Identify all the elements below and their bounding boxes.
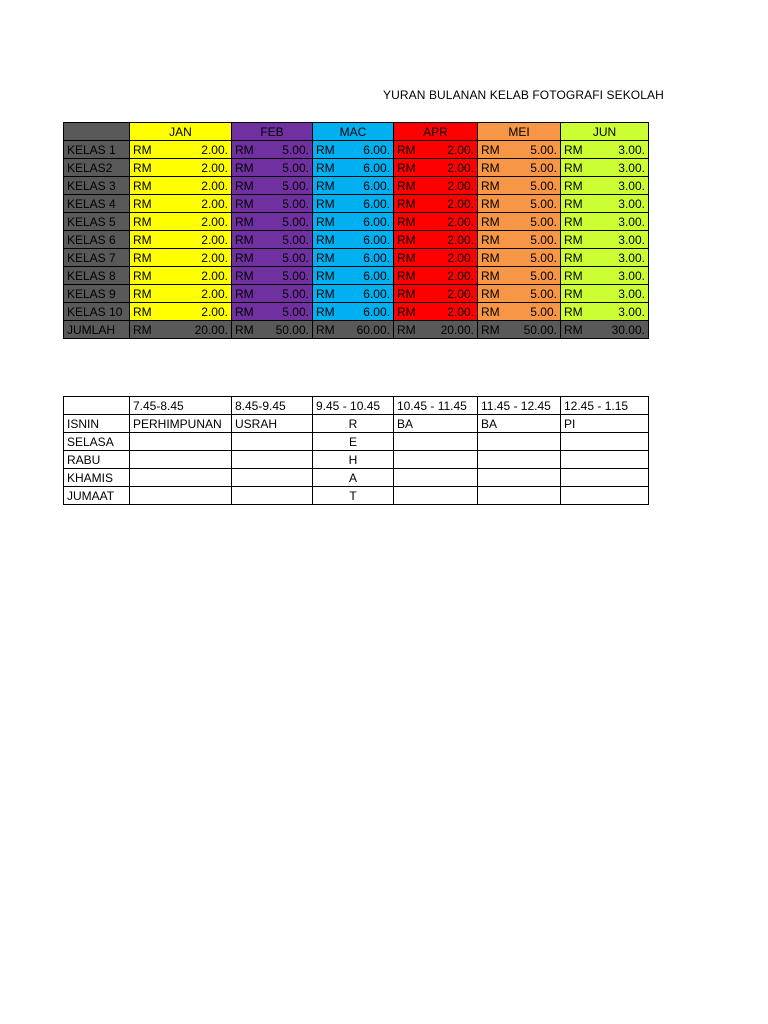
amount-value: 2.00. bbox=[447, 178, 474, 193]
amount-value: 6.00. bbox=[363, 196, 390, 211]
amount-value: 3.00. bbox=[618, 160, 645, 175]
schedule-cell bbox=[561, 451, 649, 469]
fee-cell bbox=[232, 285, 313, 303]
fee-cell bbox=[478, 285, 561, 303]
row-label: KELAS 3 bbox=[64, 177, 130, 195]
currency-label: RM bbox=[397, 214, 416, 229]
fee-cell bbox=[130, 231, 232, 249]
currency-label: RM bbox=[316, 160, 335, 175]
currency-label: RM bbox=[481, 196, 500, 211]
total-row bbox=[64, 321, 649, 339]
schedule-cell bbox=[232, 469, 313, 487]
amount-value: 5.00. bbox=[282, 250, 309, 265]
time-slot-header bbox=[64, 397, 130, 415]
schedule-cell bbox=[232, 451, 313, 469]
currency-label: RM bbox=[564, 214, 583, 229]
time-slot-header: 9.45 - 10.45 bbox=[313, 397, 394, 415]
header-corner-cell bbox=[64, 123, 130, 141]
amount-value: 5.00. bbox=[282, 142, 309, 157]
fee-cell bbox=[313, 285, 394, 303]
fee-cell bbox=[561, 159, 649, 177]
day-label: SELASA bbox=[64, 433, 130, 451]
amount-value: 2.00. bbox=[201, 142, 228, 157]
schedule-cell bbox=[561, 469, 649, 487]
class-row bbox=[64, 267, 649, 285]
class-row bbox=[64, 195, 649, 213]
amount-value: 6.00. bbox=[363, 214, 390, 229]
amount-value: 5.00. bbox=[282, 160, 309, 175]
schedule-cell bbox=[130, 451, 232, 469]
amount-value: 3.00. bbox=[618, 304, 645, 319]
schedule-cell bbox=[394, 469, 478, 487]
currency-label: RM bbox=[133, 178, 152, 193]
fee-cell bbox=[313, 231, 394, 249]
currency-label: RM bbox=[564, 322, 583, 337]
schedule-row bbox=[64, 469, 649, 487]
currency-label: RM bbox=[397, 178, 416, 193]
schedule-cell bbox=[394, 451, 478, 469]
amount-value: 3.00. bbox=[618, 214, 645, 229]
currency-label: RM bbox=[133, 232, 152, 247]
row-label: KELAS 8 bbox=[64, 267, 130, 285]
currency-label: RM bbox=[133, 304, 152, 319]
fee-cell bbox=[561, 267, 649, 285]
fee-cell bbox=[394, 159, 478, 177]
currency-label: RM bbox=[397, 142, 416, 157]
fee-cell bbox=[561, 195, 649, 213]
row-label: KELAS 7 bbox=[64, 249, 130, 267]
amount-value: 3.00. bbox=[618, 250, 645, 265]
fee-cell bbox=[394, 285, 478, 303]
fee-cell bbox=[478, 231, 561, 249]
amount-value: 5.00. bbox=[282, 196, 309, 211]
fee-cell bbox=[478, 213, 561, 231]
amount-value: 5.00. bbox=[530, 268, 557, 283]
fee-cell bbox=[394, 231, 478, 249]
amount-value: 6.00. bbox=[363, 178, 390, 193]
schedule-cell: BA bbox=[394, 415, 478, 433]
amount-value: 20.00. bbox=[440, 322, 474, 337]
amount-value: 2.00. bbox=[447, 250, 474, 265]
currency-label: RM bbox=[235, 304, 254, 319]
amount-value: 3.00. bbox=[618, 142, 645, 157]
schedule-cell: BA bbox=[478, 415, 561, 433]
fee-cell bbox=[232, 249, 313, 267]
amount-value: 5.00. bbox=[282, 304, 309, 319]
amount-value: 3.00. bbox=[618, 286, 645, 301]
currency-label: RM bbox=[133, 196, 152, 211]
fee-cell bbox=[130, 321, 232, 339]
fee-cell bbox=[232, 303, 313, 321]
month-header-jan: JAN bbox=[130, 123, 232, 141]
row-label: KELAS2 bbox=[64, 159, 130, 177]
amount-value: 2.00. bbox=[201, 178, 228, 193]
currency-label: RM bbox=[481, 322, 500, 337]
fee-cell bbox=[130, 249, 232, 267]
currency-label: RM bbox=[564, 286, 583, 301]
schedule-cell: USRAH bbox=[232, 415, 313, 433]
class-row bbox=[64, 159, 649, 177]
fee-cell bbox=[394, 177, 478, 195]
currency-label: RM bbox=[481, 178, 500, 193]
day-label: ISNIN bbox=[64, 415, 130, 433]
fee-cell bbox=[478, 303, 561, 321]
row-label: KELAS 10 bbox=[64, 303, 130, 321]
currency-label: RM bbox=[133, 322, 152, 337]
amount-value: 3.00. bbox=[618, 232, 645, 247]
fee-cell bbox=[478, 159, 561, 177]
currency-label: RM bbox=[481, 160, 500, 175]
weekly-schedule-table bbox=[63, 396, 649, 505]
currency-label: RM bbox=[235, 160, 254, 175]
currency-label: RM bbox=[235, 214, 254, 229]
fee-cell bbox=[561, 285, 649, 303]
amount-value: 3.00. bbox=[618, 196, 645, 211]
schedule-cell bbox=[394, 487, 478, 505]
currency-label: RM bbox=[397, 286, 416, 301]
fee-cell bbox=[313, 249, 394, 267]
currency-label: RM bbox=[133, 286, 152, 301]
currency-label: RM bbox=[564, 304, 583, 319]
currency-label: RM bbox=[397, 268, 416, 283]
amount-value: 5.00. bbox=[282, 214, 309, 229]
fee-cell bbox=[478, 321, 561, 339]
currency-label: RM bbox=[133, 250, 152, 265]
schedule-cell: R bbox=[313, 415, 394, 433]
currency-label: RM bbox=[316, 286, 335, 301]
currency-label: RM bbox=[235, 232, 254, 247]
currency-label: RM bbox=[316, 304, 335, 319]
amount-value: 50.00. bbox=[523, 322, 557, 337]
month-header-apr: APR bbox=[394, 123, 478, 141]
currency-label: RM bbox=[133, 160, 152, 175]
currency-label: RM bbox=[564, 160, 583, 175]
currency-label: RM bbox=[481, 142, 500, 157]
fee-cell bbox=[394, 321, 478, 339]
currency-label: RM bbox=[397, 304, 416, 319]
amount-value: 6.00. bbox=[363, 232, 390, 247]
schedule-cell bbox=[394, 433, 478, 451]
fee-cell bbox=[232, 159, 313, 177]
fee-cell bbox=[130, 141, 232, 159]
currency-label: RM bbox=[316, 268, 335, 283]
fee-cell bbox=[130, 159, 232, 177]
fee-cell bbox=[313, 195, 394, 213]
currency-label: RM bbox=[133, 142, 152, 157]
fee-cell bbox=[561, 321, 649, 339]
fee-cell bbox=[478, 267, 561, 285]
amount-value: 30.00. bbox=[611, 322, 645, 337]
fee-cell bbox=[478, 249, 561, 267]
currency-label: RM bbox=[564, 232, 583, 247]
currency-label: RM bbox=[316, 196, 335, 211]
schedule-cell: E bbox=[313, 433, 394, 451]
amount-value: 6.00. bbox=[363, 268, 390, 283]
amount-value: 2.00. bbox=[201, 196, 228, 211]
amount-value: 5.00. bbox=[282, 178, 309, 193]
amount-value: 2.00. bbox=[447, 232, 474, 247]
fee-cell bbox=[232, 231, 313, 249]
month-header-feb: FEB bbox=[232, 123, 313, 141]
schedule-cell bbox=[130, 469, 232, 487]
currency-label: RM bbox=[235, 196, 254, 211]
currency-label: RM bbox=[397, 322, 416, 337]
time-slot-header: 12.45 - 1.15 bbox=[561, 397, 649, 415]
amount-value: 5.00. bbox=[282, 286, 309, 301]
class-row bbox=[64, 303, 649, 321]
schedule-cell: T bbox=[313, 487, 394, 505]
currency-label: RM bbox=[564, 196, 583, 211]
amount-value: 5.00. bbox=[282, 268, 309, 283]
currency-label: RM bbox=[235, 286, 254, 301]
currency-label: RM bbox=[316, 322, 335, 337]
currency-label: RM bbox=[133, 214, 152, 229]
schedule-cell bbox=[130, 487, 232, 505]
fee-cell bbox=[394, 141, 478, 159]
amount-value: 2.00. bbox=[201, 286, 228, 301]
day-label: JUMAAT bbox=[64, 487, 130, 505]
class-row bbox=[64, 249, 649, 267]
fee-cell bbox=[561, 177, 649, 195]
time-slot-header: 11.45 - 12.45 bbox=[478, 397, 561, 415]
amount-value: 2.00. bbox=[201, 160, 228, 175]
amount-value: 5.00. bbox=[530, 286, 557, 301]
amount-value: 6.00. bbox=[363, 286, 390, 301]
amount-value: 2.00. bbox=[447, 286, 474, 301]
currency-label: RM bbox=[316, 250, 335, 265]
fee-cell bbox=[313, 159, 394, 177]
month-header-jun: JUN bbox=[561, 123, 649, 141]
fee-cell bbox=[394, 249, 478, 267]
currency-label: RM bbox=[564, 268, 583, 283]
amount-value: 5.00. bbox=[530, 178, 557, 193]
schedule-cell: A bbox=[313, 469, 394, 487]
amount-value: 3.00. bbox=[618, 178, 645, 193]
fee-cell bbox=[130, 303, 232, 321]
schedule-cell bbox=[561, 487, 649, 505]
currency-label: RM bbox=[235, 268, 254, 283]
amount-value: 2.00. bbox=[447, 214, 474, 229]
amount-value: 50.00. bbox=[275, 322, 309, 337]
monthly-fees-table bbox=[63, 122, 649, 339]
schedule-cell: PERHIMPUNAN bbox=[130, 415, 232, 433]
schedule-cell bbox=[478, 433, 561, 451]
schedule-cell bbox=[478, 469, 561, 487]
amount-value: 5.00. bbox=[530, 250, 557, 265]
schedule-row bbox=[64, 415, 649, 433]
schedule-cell: H bbox=[313, 451, 394, 469]
fee-cell bbox=[394, 267, 478, 285]
class-row bbox=[64, 141, 649, 159]
amount-value: 6.00. bbox=[363, 250, 390, 265]
amount-value: 2.00. bbox=[201, 250, 228, 265]
fee-cell bbox=[394, 195, 478, 213]
amount-value: 2.00. bbox=[201, 232, 228, 247]
fee-cell bbox=[561, 141, 649, 159]
class-row bbox=[64, 177, 649, 195]
schedule-cell bbox=[232, 487, 313, 505]
row-label: KELAS 1 bbox=[64, 141, 130, 159]
amount-value: 2.00. bbox=[201, 304, 228, 319]
schedule-cell bbox=[478, 451, 561, 469]
amount-value: 2.00. bbox=[447, 304, 474, 319]
amount-value: 6.00. bbox=[363, 142, 390, 157]
amount-value: 2.00. bbox=[447, 196, 474, 211]
row-label: KELAS 4 bbox=[64, 195, 130, 213]
fee-cell bbox=[561, 303, 649, 321]
currency-label: RM bbox=[481, 232, 500, 247]
currency-label: RM bbox=[316, 142, 335, 157]
time-slot-header: 8.45-9.45 bbox=[232, 397, 313, 415]
fee-cell bbox=[313, 141, 394, 159]
currency-label: RM bbox=[564, 250, 583, 265]
schedule-row bbox=[64, 451, 649, 469]
currency-label: RM bbox=[564, 142, 583, 157]
amount-value: 5.00. bbox=[530, 232, 557, 247]
row-label: KELAS 6 bbox=[64, 231, 130, 249]
currency-label: RM bbox=[481, 250, 500, 265]
currency-label: RM bbox=[397, 160, 416, 175]
amount-value: 2.00. bbox=[447, 142, 474, 157]
currency-label: RM bbox=[481, 304, 500, 319]
day-label: RABU bbox=[64, 451, 130, 469]
fee-cell bbox=[130, 213, 232, 231]
month-header-mac: MAC bbox=[313, 123, 394, 141]
schedule-cell bbox=[130, 433, 232, 451]
class-row bbox=[64, 285, 649, 303]
currency-label: RM bbox=[235, 322, 254, 337]
amount-value: 2.00. bbox=[447, 160, 474, 175]
fee-cell bbox=[232, 195, 313, 213]
row-label: JUMLAH bbox=[64, 321, 130, 339]
fee-cell bbox=[561, 213, 649, 231]
month-header-mei: MEI bbox=[478, 123, 561, 141]
amount-value: 6.00. bbox=[363, 304, 390, 319]
class-row bbox=[64, 231, 649, 249]
fee-cell bbox=[313, 267, 394, 285]
fee-cell bbox=[478, 141, 561, 159]
fee-cell bbox=[394, 213, 478, 231]
fee-cell bbox=[561, 249, 649, 267]
amount-value: 5.00. bbox=[530, 196, 557, 211]
currency-label: RM bbox=[133, 268, 152, 283]
class-row bbox=[64, 213, 649, 231]
currency-label: RM bbox=[316, 178, 335, 193]
schedule-header-row bbox=[64, 397, 649, 415]
time-slot-header: 10.45 - 11.45 bbox=[394, 397, 478, 415]
amount-value: 2.00. bbox=[201, 214, 228, 229]
currency-label: RM bbox=[235, 178, 254, 193]
fee-cell bbox=[313, 303, 394, 321]
amount-value: 5.00. bbox=[530, 214, 557, 229]
currency-label: RM bbox=[481, 214, 500, 229]
row-label: KELAS 9 bbox=[64, 285, 130, 303]
currency-label: RM bbox=[235, 142, 254, 157]
schedule-cell bbox=[232, 433, 313, 451]
currency-label: RM bbox=[397, 232, 416, 247]
fee-cell bbox=[130, 177, 232, 195]
fee-cell bbox=[232, 141, 313, 159]
fee-cell bbox=[313, 321, 394, 339]
fee-cell bbox=[232, 321, 313, 339]
schedule-cell bbox=[561, 433, 649, 451]
row-label: KELAS 5 bbox=[64, 213, 130, 231]
currency-label: RM bbox=[316, 214, 335, 229]
sheet-title: YURAN BULANAN KELAB FOTOGRAFI SEKOLAH bbox=[383, 88, 664, 102]
amount-value: 5.00. bbox=[530, 160, 557, 175]
amount-value: 5.00. bbox=[530, 142, 557, 157]
amount-value: 60.00. bbox=[356, 322, 390, 337]
amount-value: 5.00. bbox=[282, 232, 309, 247]
fee-cell bbox=[232, 267, 313, 285]
schedule-row bbox=[64, 433, 649, 451]
amount-value: 20.00. bbox=[194, 322, 228, 337]
day-label: KHAMIS bbox=[64, 469, 130, 487]
time-slot-header: 7.45-8.45 bbox=[130, 397, 232, 415]
amount-value: 3.00. bbox=[618, 268, 645, 283]
fee-cell bbox=[313, 177, 394, 195]
fee-cell bbox=[478, 177, 561, 195]
amount-value: 6.00. bbox=[363, 160, 390, 175]
amount-value: 2.00. bbox=[447, 268, 474, 283]
fee-cell bbox=[561, 231, 649, 249]
fee-cell bbox=[313, 213, 394, 231]
currency-label: RM bbox=[397, 196, 416, 211]
schedule-row bbox=[64, 487, 649, 505]
fee-cell bbox=[130, 285, 232, 303]
schedule-cell bbox=[478, 487, 561, 505]
currency-label: RM bbox=[235, 250, 254, 265]
currency-label: RM bbox=[564, 178, 583, 193]
fee-cell bbox=[394, 303, 478, 321]
currency-label: RM bbox=[481, 286, 500, 301]
fee-cell bbox=[130, 267, 232, 285]
amount-value: 5.00. bbox=[530, 304, 557, 319]
fee-cell bbox=[478, 195, 561, 213]
schedule-cell: PI bbox=[561, 415, 649, 433]
currency-label: RM bbox=[481, 268, 500, 283]
fees-header-row bbox=[64, 123, 649, 141]
fee-cell bbox=[232, 213, 313, 231]
currency-label: RM bbox=[397, 250, 416, 265]
amount-value: 2.00. bbox=[201, 268, 228, 283]
fee-cell bbox=[130, 195, 232, 213]
fee-cell bbox=[232, 177, 313, 195]
currency-label: RM bbox=[316, 232, 335, 247]
